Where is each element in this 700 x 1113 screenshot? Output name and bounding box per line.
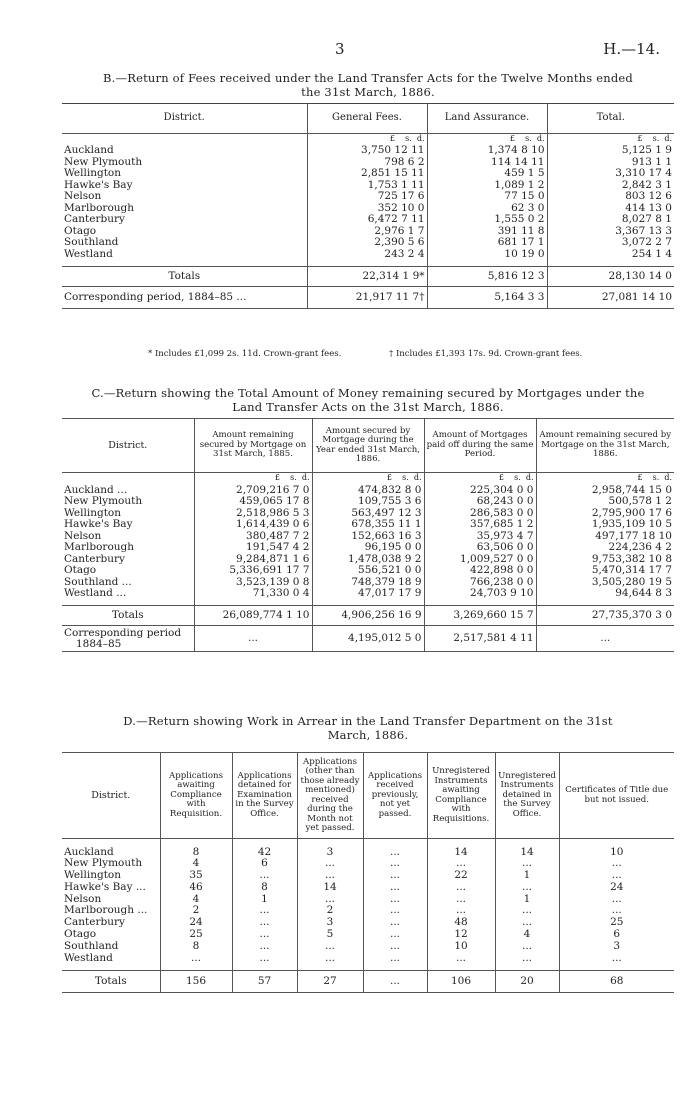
total-cell: 5,125 1 9 (547, 145, 674, 157)
section-c-title-line2: Land Transfer Acts on the 31st March, 1886. (232, 400, 504, 414)
land-assurance-cell: 391 11 8 (427, 226, 547, 238)
page-number: 3 (335, 40, 345, 58)
section-c-title-line1: C.—Return showing the Total Amount of Money remaining secured by Mortgages under the (91, 386, 645, 400)
table-row (62, 191, 674, 203)
count-cell: ... (495, 858, 559, 870)
district-name: New Plymouth (64, 155, 143, 168)
amount-cell: 2,518,986 5 3 (194, 508, 312, 520)
table-row (62, 226, 674, 238)
amount-cell: 3,505,280 19 5 (536, 577, 674, 589)
count-cell: 8 (232, 882, 297, 894)
col-received-during-month-header: Applications (other than those already mentioned) received during the Month not yet passed. (297, 753, 363, 839)
col-land-assurance-header: Land Assurance. (427, 103, 547, 133)
land-assurance-cell: 1,089 1 2 (427, 180, 547, 192)
corresponding-general: 21,917 11 7† (307, 286, 427, 308)
amount-cell: 224,236 4 2 (536, 542, 674, 554)
count-cell: ... (363, 894, 427, 906)
amount-cell: 1,935,109 10 5 (536, 519, 674, 531)
district-name: Marlborough (64, 201, 135, 214)
count-cell: 48 (427, 917, 495, 929)
district-name: Westland (64, 951, 113, 964)
count-cell: ... (297, 941, 363, 953)
col-received-previously-header: Applications received previously, not yet passed. (363, 753, 427, 839)
count-cell: 1 (495, 870, 559, 882)
district-name: Nelson (64, 529, 102, 542)
col-unregistered-detained-header: Unregistered Instruments detained in the Survey Office. (495, 753, 559, 839)
amount-cell: 286,583 0 0 (424, 508, 536, 520)
amount-cell: 9,753,382 10 8 (536, 554, 674, 566)
count-total: ... (363, 970, 427, 992)
col-general-fees-header: General Fees. (307, 103, 427, 133)
amount-total: 4,906,256 16 9 (312, 606, 424, 626)
table-row (62, 237, 674, 249)
district-name: Southland (64, 236, 119, 248)
amount-cell: 47,017 17 9 (312, 588, 424, 600)
count-cell: ... (363, 847, 427, 859)
count-cell: ... (427, 882, 495, 894)
count-cell: 46 (160, 882, 232, 894)
count-cell: ... (495, 917, 559, 929)
total-cell: 8,027 8 1 (547, 214, 674, 226)
table-row (62, 542, 674, 554)
count-cell: ... (232, 870, 297, 882)
general-fees-cell: 243 2 4 (307, 249, 427, 261)
count-cell: 3 (297, 847, 363, 859)
count-cell: ... (495, 882, 559, 894)
count-cell: ... (297, 858, 363, 870)
col-awaiting-compliance-header: Applications awaiting Compliance with Requisition. (160, 753, 232, 839)
table-row (62, 168, 674, 180)
land-assurance-cell: 10 19 0 (427, 249, 547, 261)
amount-cell: 357,685 1 2 (424, 519, 536, 531)
totals-row (62, 266, 674, 286)
general-fees-cell: 3,750 12 11 (307, 145, 427, 157)
district-name: Otago (64, 564, 97, 576)
district-cell (62, 214, 307, 226)
amount-cell: 3,523,139 0 8 (194, 577, 312, 589)
count-cell: ... (297, 870, 363, 882)
count-cell: 14 (297, 882, 363, 894)
lsd-units: £ s. d. (547, 133, 674, 145)
count-cell: ... (297, 894, 363, 906)
section-b-title (62, 71, 674, 99)
general-fees-cell: 2,976 1 7 (307, 226, 427, 238)
count-cell: 12 (427, 929, 495, 941)
amount-cell: 94,644 8 3 (536, 588, 674, 600)
count-cell: 6 (232, 858, 297, 870)
col-district-header: District. (62, 103, 307, 133)
page-header (0, 40, 700, 60)
footnote-2: † Includes £1,393 17s. 9d. Crown-grant fees. (389, 349, 583, 359)
count-cell: ... (232, 953, 297, 965)
total-cell: 3,310 17 4 (547, 168, 674, 180)
total-cell: 414 13 0 (547, 203, 674, 215)
land-assurance-cell: 1,555 0 2 (427, 214, 547, 226)
amount-cell: 500,578 1 2 (536, 496, 674, 508)
count-cell: ... (427, 953, 495, 965)
district-name: Westland (64, 247, 113, 260)
amount-cell: 109,755 3 6 (312, 496, 424, 508)
amount-cell: 1,478,038 9 2 (312, 554, 424, 566)
amount-cell: 35,973 4 7 (424, 531, 536, 543)
land-assurance-cell: 681 17 1 (427, 237, 547, 249)
count-cell: 35 (160, 870, 232, 882)
count-cell: ... (232, 941, 297, 953)
count-cell: ... (559, 953, 674, 965)
district-name: Wellington (64, 167, 122, 179)
count-cell: 8 (160, 847, 232, 859)
district-name: Hawke's Bay (64, 518, 133, 530)
amount-cell: 68,243 0 0 (424, 496, 536, 508)
district-name: Canterbury (64, 213, 125, 225)
footnote-1: * Includes £1,099 2s. 11d. Crown-grant fees. (148, 349, 342, 359)
totals-row (62, 970, 674, 992)
count-cell: ... (427, 858, 495, 870)
fees-table (62, 103, 674, 309)
district-name: Nelson (64, 892, 102, 905)
amount-cell: 766,238 0 0 (424, 577, 536, 589)
table-row (62, 894, 674, 906)
total-cell: 913 1 1 (547, 157, 674, 169)
district-cell (62, 953, 160, 965)
table-row (62, 565, 674, 577)
land-assurance-cell: 77 15 0 (427, 191, 547, 203)
lsd-units: £ s. d. (536, 473, 674, 485)
count-cell: 42 (232, 847, 297, 859)
table-row (62, 519, 674, 531)
page-reference: H.—14. (603, 40, 660, 58)
general-fees-cell: 6,472 7 11 (307, 214, 427, 226)
total-cell: 254 1 4 (547, 249, 674, 261)
table-row (62, 917, 674, 929)
col-detained-survey-header: Applications detained for Examination in the Survey Office. (232, 753, 297, 839)
amount-total: 26,089,774 1 10 (194, 606, 312, 626)
count-cell: ... (363, 870, 427, 882)
table-row (62, 929, 674, 941)
amount-cell: 380,487 7 2 (194, 531, 312, 543)
corresponding-label-line1: Corresponding period (64, 626, 182, 639)
col-paid-off-header: Amount of Mortgages paid off during the same Period. (424, 419, 536, 473)
table-row (62, 496, 674, 508)
col-total-header: Total. (547, 103, 674, 133)
count-cell: ... (363, 929, 427, 941)
totals-label: Totals (62, 606, 194, 626)
corresponding-amount: ... (536, 626, 674, 652)
district-name: Westland ... (64, 587, 127, 599)
amount-cell: 71,330 0 4 (194, 588, 312, 600)
count-cell: 25 (559, 917, 674, 929)
count-cell: ... (363, 858, 427, 870)
amount-cell: 497,177 18 10 (536, 531, 674, 543)
amount-cell: 2,795,900 17 6 (536, 508, 674, 520)
amount-cell: 5,336,691 17 7 (194, 565, 312, 577)
count-cell: 4 (160, 894, 232, 906)
amount-cell: 96,195 0 0 (312, 542, 424, 554)
count-cell: ... (363, 917, 427, 929)
col-district-header: District. (62, 419, 194, 473)
count-cell: ... (559, 894, 674, 906)
table-row (62, 870, 674, 882)
count-total: 27 (297, 970, 363, 992)
district-name: Canterbury (64, 916, 125, 929)
count-cell: 4 (160, 858, 232, 870)
amount-cell: 422,898 0 0 (424, 565, 536, 577)
table-row (62, 858, 674, 870)
district-name: Auckland (64, 144, 114, 156)
land-assurance-cell: 1,374 8 10 (427, 145, 547, 157)
col-district-header: District. (62, 753, 160, 839)
amount-cell: 5,470,314 17 7 (536, 565, 674, 577)
count-cell: ... (363, 882, 427, 894)
count-total: 20 (495, 970, 559, 992)
count-cell: 6 (559, 929, 674, 941)
amount-cell: 678,355 11 1 (312, 519, 424, 531)
land-assurance-cell: 62 3 0 (427, 203, 547, 215)
count-cell: 1 (495, 894, 559, 906)
table-row (62, 905, 674, 917)
lsd-units: £ s. d. (312, 473, 424, 485)
general-fees-total: 22,314 1 9* (307, 266, 427, 286)
corresponding-amount: ... (194, 626, 312, 652)
count-cell: 25 (160, 929, 232, 941)
district-name: Hawke's Bay ... (64, 880, 146, 893)
count-cell: 24 (160, 917, 232, 929)
amount-cell: 2,958,744 15 0 (536, 485, 674, 497)
count-cell: ... (232, 917, 297, 929)
table-row (62, 847, 674, 859)
general-fees-cell: 352 10 0 (307, 203, 427, 215)
totals-label: Totals (62, 266, 307, 286)
district-name: Southland (64, 939, 119, 952)
count-total: 156 (160, 970, 232, 992)
work-in-arrear-table (62, 752, 674, 993)
district-name: Southland ... (64, 575, 132, 588)
district-name: Nelson (64, 190, 102, 202)
district-cell (62, 249, 307, 261)
amount-cell: 152,663 16 3 (312, 531, 424, 543)
total-cell: 3,367 13 3 (547, 226, 674, 238)
amount-cell: 191,547 4 2 (194, 542, 312, 554)
corresponding-period-row (62, 286, 674, 308)
count-total: 57 (232, 970, 297, 992)
corresponding-land: 5,164 3 3 (427, 286, 547, 308)
section-b-title-line1: B.—Return of Fees received under the Land Transfer Acts for the Twelve Months ended (103, 71, 633, 85)
district-name: Otago (64, 928, 97, 941)
section-c-title (62, 386, 674, 414)
corresponding-period-label: Corresponding period, 1884–85 ... (62, 286, 307, 308)
count-cell: 2 (160, 905, 232, 917)
amount-cell: 556,521 0 0 (312, 565, 424, 577)
table-row (62, 953, 674, 965)
count-cell: ... (363, 905, 427, 917)
col-unregistered-awaiting-header: Unregistered Instruments awaiting Compliance with Requisitions. (427, 753, 495, 839)
general-fees-cell: 2,390 5 6 (307, 237, 427, 249)
total-cell: 2,842 3 1 (547, 180, 674, 192)
col-certificates-due-header: Certificates of Title due but not issued. (559, 753, 674, 839)
count-cell: ... (495, 941, 559, 953)
amount-cell: 1,614,439 0 6 (194, 519, 312, 531)
count-total: 68 (559, 970, 674, 992)
district-name: Otago (64, 224, 97, 237)
count-cell: ... (495, 905, 559, 917)
general-fees-cell: 725 17 6 (307, 191, 427, 203)
district-name: Auckland (64, 845, 114, 858)
district-name: Canterbury (64, 552, 125, 565)
amount-cell: 563,497 12 3 (312, 508, 424, 520)
table-row (62, 941, 674, 953)
count-cell: ... (559, 870, 674, 882)
corresponding-period-label (62, 626, 194, 652)
count-cell: 1 (232, 894, 297, 906)
amount-cell: 748,379 18 9 (312, 577, 424, 589)
district-name: Marlborough ... (64, 904, 148, 917)
corresponding-amount: 2,517,581 4 11 (424, 626, 536, 652)
count-total: 106 (427, 970, 495, 992)
amount-cell: 225,304 0 0 (424, 485, 536, 497)
district-name: Auckland ... (64, 483, 128, 496)
count-cell: ... (160, 953, 232, 965)
amount-cell: 1,009,527 0 0 (424, 554, 536, 566)
section-d-title (62, 714, 674, 742)
amount-cell: 474,832 8 0 (312, 485, 424, 497)
count-cell: 24 (559, 882, 674, 894)
amount-total: 3,269,660 15 7 (424, 606, 536, 626)
table-row (62, 249, 674, 261)
count-cell: 14 (495, 847, 559, 859)
mortgages-table (62, 418, 674, 652)
col-secured-during-year-header: Amount secured by Mortgage during the Year ended 31st March, 1886. (312, 419, 424, 473)
corresponding-period-row (62, 626, 674, 652)
amount-cell: 2,709,216 7 0 (194, 485, 312, 497)
land-assurance-cell: 459 1 5 (427, 168, 547, 180)
corresponding-total: 27,081 14 10 (547, 286, 674, 308)
section-b-title-line2: the 31st March, 1886. (301, 85, 435, 99)
col-remaining-1886-header: Amount remaining secured by Mortgage on the 31st March, 1886. (536, 419, 674, 473)
section-d-title-line1: D.—Return showing Work in Arrear in the Land Transfer Department on the 31st (123, 714, 613, 728)
count-cell: 8 (160, 941, 232, 953)
total-cell: 803 12 6 (547, 191, 674, 203)
count-cell: ... (559, 905, 674, 917)
district-name: Marlborough (64, 541, 135, 553)
count-cell: ... (297, 953, 363, 965)
lsd-units: £ s. d. (427, 133, 547, 145)
count-cell: 22 (427, 870, 495, 882)
section-d-title-line2: March, 1886. (327, 728, 409, 742)
general-fees-cell: 1,753 1 11 (307, 180, 427, 192)
count-cell: ... (363, 953, 427, 965)
general-fees-cell: 798 6 2 (307, 157, 427, 169)
totals-row (62, 606, 674, 626)
table-row (62, 214, 674, 226)
total-cell: 3,072 2 7 (547, 237, 674, 249)
district-name: New Plymouth (64, 495, 143, 507)
count-cell: ... (559, 858, 674, 870)
district-name: Wellington (64, 869, 122, 882)
count-cell: ... (427, 894, 495, 906)
count-cell: ... (363, 941, 427, 953)
corresponding-label-line2: 1884–85 (76, 637, 122, 650)
amount-cell: 24,703 9 10 (424, 588, 536, 600)
col-remaining-1885-header: Amount remaining secured by Mortgage on 31st March, 1885. (194, 419, 312, 473)
lsd-units: £ s. d. (194, 473, 312, 485)
count-cell: 2 (297, 905, 363, 917)
table-row (62, 588, 674, 600)
count-cell: 10 (427, 941, 495, 953)
district-name: New Plymouth (64, 857, 143, 870)
amount-cell: 9,284,871 1 6 (194, 554, 312, 566)
count-cell: ... (495, 953, 559, 965)
corresponding-amount: 4,195,012 5 0 (312, 626, 424, 652)
grand-total: 28,130 14 0 (547, 266, 674, 286)
totals-label: Totals (62, 970, 160, 992)
count-cell: ... (232, 929, 297, 941)
land-assurance-cell: 114 14 11 (427, 157, 547, 169)
district-cell (62, 588, 194, 600)
lsd-units: £ s. d. (307, 133, 427, 145)
count-cell: 5 (297, 929, 363, 941)
count-cell: 3 (297, 917, 363, 929)
district-name: Hawke's Bay (64, 178, 133, 191)
table-row (62, 145, 674, 157)
count-cell: 4 (495, 929, 559, 941)
land-assurance-total: 5,816 12 3 (427, 266, 547, 286)
district-name: Wellington (64, 506, 122, 519)
count-cell: ... (427, 905, 495, 917)
count-cell: ... (232, 905, 297, 917)
lsd-units: £ s. d. (424, 473, 536, 485)
count-cell: 10 (559, 847, 674, 859)
table-row (62, 180, 674, 192)
general-fees-cell: 2,851 15 11 (307, 168, 427, 180)
count-cell: 3 (559, 941, 674, 953)
amount-total: 27,735,370 3 0 (536, 606, 674, 626)
amount-cell: 459,065 17 8 (194, 496, 312, 508)
amount-cell: 63,506 0 0 (424, 542, 536, 554)
table-row (62, 882, 674, 894)
count-cell: 14 (427, 847, 495, 859)
